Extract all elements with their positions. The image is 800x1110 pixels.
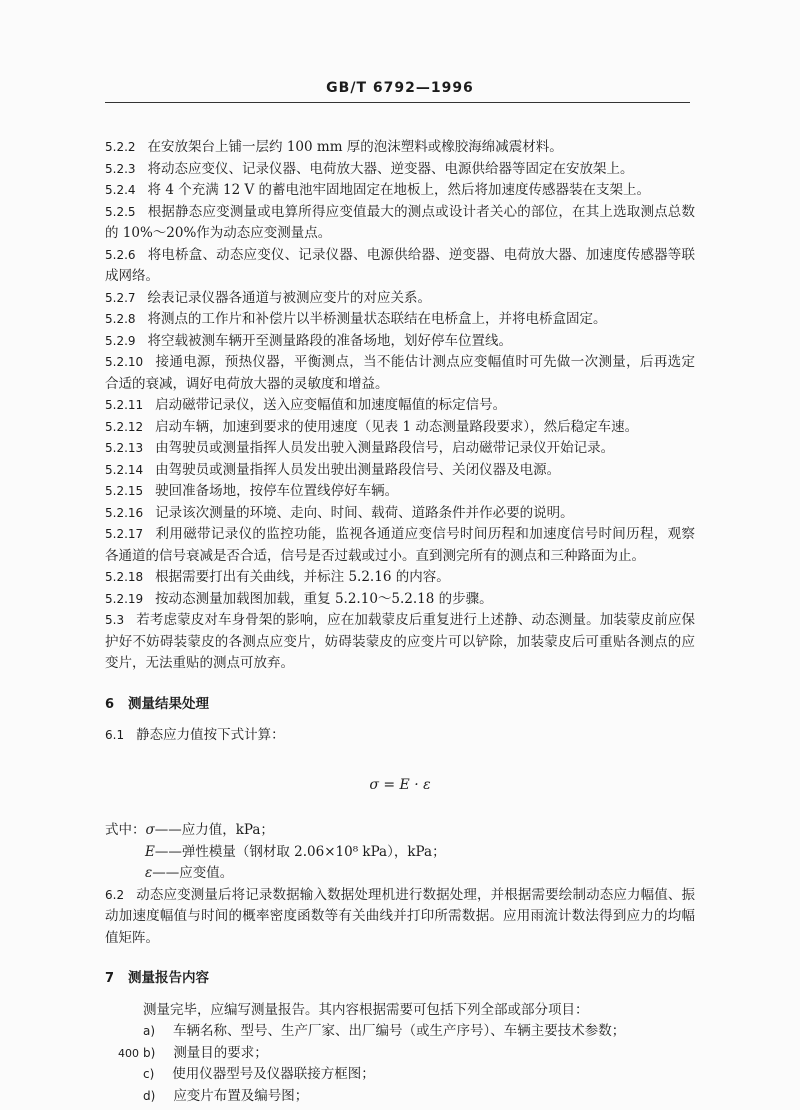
clause-text: 启动磁带记录仪，送入应变幅值和加速度幅值的标定信号。	[155, 397, 507, 413]
clause-number: 5.2.15	[105, 484, 144, 498]
section-heading-7	[105, 968, 695, 990]
clause-number: 5.2.2	[105, 140, 136, 154]
clause-number: 6.2	[105, 887, 125, 902]
report-item	[105, 1086, 695, 1108]
section-title: 测量结果处理	[128, 695, 210, 712]
clause-item	[105, 438, 695, 460]
clause-text: 将 4 个充满 12 V 的蓄电池牢固地固定在地板上，然后将加速度传感器装在支架上。	[147, 182, 651, 198]
legend-symbol: σ	[145, 822, 155, 838]
item-text: 应变片布置及编号图；	[173, 1087, 309, 1104]
clause-6-1	[105, 725, 695, 747]
clause-text: 将动态应变仪、记录仪器、电荷放大器、逆变器、电源供给器等固定在安放架上。	[147, 160, 634, 177]
clause-item	[105, 417, 695, 439]
report-item	[105, 1021, 695, 1043]
clause-text: 将空载被测车辆开至测量路段的准备场地，划好停车位置线。	[147, 332, 513, 349]
clause-number: 5.2.11	[105, 398, 144, 412]
page-header: GB/T 6792—1996	[326, 80, 474, 96]
legend-row-sigma	[105, 820, 695, 842]
clause-number: 5.2.16	[105, 505, 144, 520]
item-label: b)	[143, 1045, 156, 1060]
formula: σ = E · ε	[369, 776, 431, 793]
clause-item	[105, 567, 695, 589]
clause-text: 根据静态应变测量或电算所得应变值最大的测点或设计者关心的部位，在其上选取测点总数的 10%～20%作为动态应变测量点。	[105, 203, 695, 241]
item-text: 使用仪器型号及仪器联接方框图；	[172, 1066, 375, 1082]
clause-text: 利用磁带记录仪的监控功能，监视各通道应变信号时间历程和加速度信号时间历程，观察各通道的信号衰减是否合适，信号是否过载或过小。直到测完所有的测点和三种路面为止。	[105, 526, 695, 564]
clause-text: 在安放架台上铺一层约 100 mm 厚的泡沫塑料或橡胶海绵减震材料。	[147, 139, 563, 155]
clause-text: 静态应力值按下式计算：	[136, 727, 285, 743]
section-heading-6	[105, 694, 695, 716]
clause-number: 5.2.13	[105, 441, 144, 455]
clause-item	[105, 589, 695, 611]
report-item	[105, 1043, 695, 1065]
clause-text: 由驾驶员或测量指挥人员发出驶出测量路段信号、关闭仪器及电源。	[155, 461, 561, 478]
clause-number: 5.2.19	[105, 591, 144, 606]
clause-text: 由驾驶员或测量指挥人员发出驶入测量路段信号，启动磁带记录仪开始记录。	[155, 440, 615, 456]
clause-item	[105, 137, 695, 159]
legend-intro: 式中：	[105, 822, 146, 838]
clause-number: 5.2.6	[105, 247, 136, 262]
document-body	[105, 137, 695, 1107]
clause-item	[105, 610, 695, 675]
clause-text: 启动车辆，加速到要求的使用速度（见表 1 动态测量路段要求），然后稳定车速。	[155, 418, 639, 435]
legend-desc: ——弹性模量（钢材取 2.06×10⁸ kPa），kPa；	[154, 843, 446, 860]
item-label: c)	[143, 1067, 155, 1081]
clause-item	[105, 524, 695, 567]
clause-text: 按动态测量加载图加载，重复 5.2.10～5.2.18 的步骤。	[155, 590, 493, 607]
clause-6-2	[105, 885, 695, 950]
item-label: d)	[143, 1088, 156, 1103]
legend-row-e	[105, 842, 695, 864]
legend-symbol: ε	[145, 865, 153, 881]
clause-item	[105, 481, 695, 503]
section-7-intro: 测量完毕，应编写测量报告。其内容根据需要可包括下列全部或部分项目：	[143, 1001, 589, 1018]
header-rule	[105, 102, 690, 103]
clause-number: 5.2.10	[105, 355, 144, 369]
clause-list	[105, 137, 695, 675]
item-text: 测量目的要求；	[173, 1044, 268, 1061]
legend-row-epsilon	[105, 863, 695, 885]
clause-item	[105, 460, 695, 482]
item-label: a)	[143, 1024, 156, 1038]
legend-desc: ——应变值。	[152, 865, 234, 881]
clause-text: 将测点的工作片和补偿片以半桥测量状态联结在电桥盒上，并将电桥盒固定。	[147, 311, 607, 327]
legend-symbol: E	[145, 843, 155, 860]
clause-number: 5.2.9	[105, 333, 136, 348]
section-number: 7	[105, 971, 115, 986]
clause-number: 5.2.5	[105, 204, 136, 219]
formula-legend	[105, 820, 695, 885]
clause-text: 绘表记录仪器各通道与被测应变片的对应关系。	[147, 289, 432, 306]
clause-item	[105, 288, 695, 310]
clause-number: 5.2.12	[105, 419, 144, 434]
clause-number: 5.2.7	[105, 290, 136, 305]
clause-number: 5.2.17	[105, 527, 144, 541]
clause-item	[105, 331, 695, 353]
clause-item	[105, 245, 695, 288]
clause-item	[105, 395, 695, 417]
page-number: 400	[118, 1047, 139, 1060]
clause-number: 5.3	[105, 613, 125, 627]
clause-number: 6.1	[105, 728, 125, 742]
clause-item	[105, 503, 695, 525]
legend-desc: ——应力值，kPa；	[154, 822, 274, 838]
clause-text: 若考虑蒙皮对车身骨架的影响，应在加载蒙皮后重复进行上述静、动态测量。加装蒙皮前应保护好不妨碍装蒙皮的各测点应变片，妨碍装蒙皮的应变片可以铲除，加装蒙皮后可重贴各测点的应变片，无法重贴的测点可放弃。	[105, 612, 695, 671]
section-title: 测量报告内容	[128, 970, 210, 986]
clause-text: 记录该次测量的环境、走向、时间、载荷、道路条件并作必要的说明。	[155, 504, 574, 521]
clause-text: 动态应变测量后将记录数据输入数据处理机进行数据处理，并根据需要绘制动态应力幅值、振动加速度幅值与时间的概率密度函数等有关曲线并打印所需数据。应用雨流计数法得到应力的均幅值矩阵。	[105, 886, 695, 946]
clause-text: 根据需要打出有关曲线，并标注 5.2.16 的内容。	[155, 569, 450, 585]
clause-item	[105, 309, 695, 331]
item-text: 车辆名称、型号、生产厂家、出厂编号（或生产序号）、车辆主要技术参数；	[173, 1023, 626, 1039]
clause-item	[105, 159, 695, 181]
clause-number: 5.2.3	[105, 161, 136, 176]
clause-number: 5.2.4	[105, 183, 136, 197]
clause-number: 5.2.14	[105, 462, 144, 477]
report-item	[105, 1064, 695, 1086]
clause-text: 接通电源，预热仪器，平衡测点，当不能估计测点应变幅值时可先做一次测量，后再选定合适的衰减，调好电荷放大器的灵敏度和增益。	[105, 354, 695, 392]
report-items-list	[105, 1021, 695, 1107]
clause-number: 5.2.8	[105, 312, 136, 326]
clause-number: 5.2.18	[105, 570, 144, 584]
clause-item	[105, 202, 695, 245]
clause-text: 驶回准备场地，按停车位置线停好车辆。	[155, 483, 399, 499]
section-number: 6	[105, 696, 115, 712]
clause-item	[105, 180, 695, 202]
clause-item	[105, 352, 695, 395]
clause-text: 将电桥盒、动态应变仪、记录仪器、电源供给器、逆变器、电荷放大器、加速度传感器等联成网络。	[105, 246, 695, 284]
